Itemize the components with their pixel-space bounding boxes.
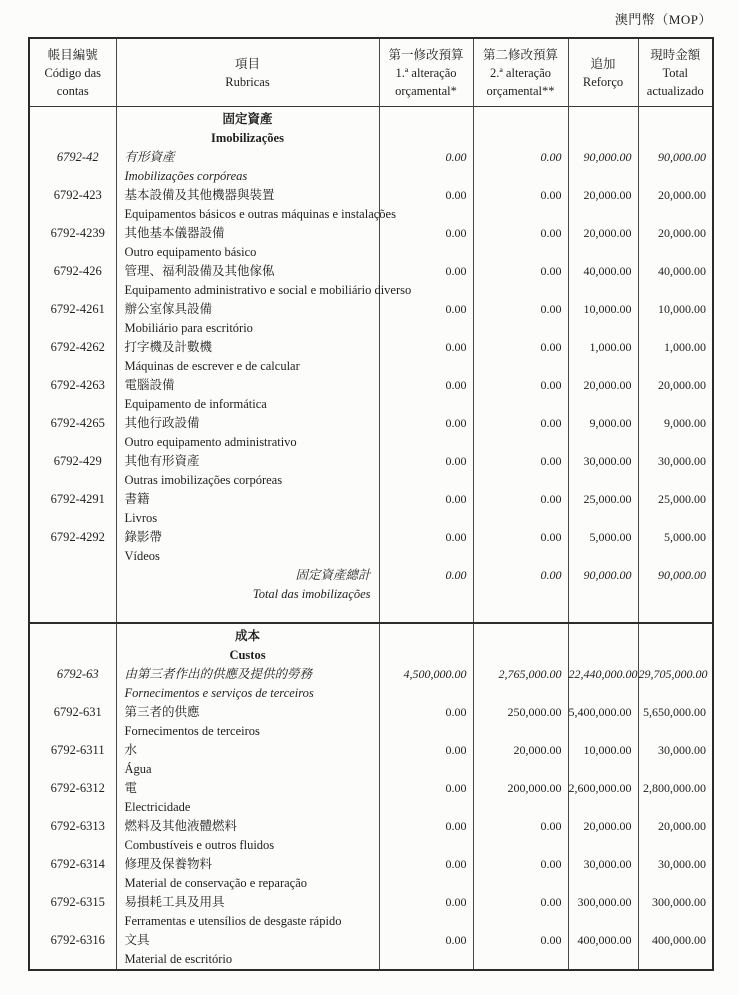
value-reforco: 20,000.00	[568, 817, 638, 855]
rubrica-cell	[116, 817, 379, 855]
section-header-row	[29, 623, 713, 665]
header-line: 帳目編號	[47, 47, 98, 62]
table-row	[29, 490, 713, 528]
table-row	[29, 855, 713, 893]
value-total-actualizado: 400,000.00	[638, 931, 713, 970]
value-reforco: 30,000.00	[568, 452, 638, 490]
total-label-pt: Total das imobilizações	[252, 587, 371, 601]
table-section	[29, 623, 713, 970]
value-second-amendment: 0.00	[473, 452, 568, 490]
section-title-cell	[116, 107, 379, 149]
rubrica-label-zh: 書籍	[124, 492, 150, 506]
rubrica-label-pt: Vídeos	[124, 549, 160, 563]
rubrica-label-pt: Material de escritório	[124, 952, 233, 966]
rubrica-label-pt: Livros	[124, 511, 158, 525]
value-reforco: 22,440,000.00	[568, 665, 638, 703]
header-line: 1.ª alteração	[395, 65, 457, 80]
account-code: 6792-6313	[29, 817, 116, 855]
account-code: 6792-429	[29, 452, 116, 490]
value-second-amendment: 0.00	[473, 300, 568, 338]
header-line: 第一修改預算	[388, 47, 464, 62]
account-code: 6792-631	[29, 703, 116, 741]
rubrica-label-zh: 其他有形資產	[124, 454, 200, 468]
value-second-amendment: 0.00	[473, 148, 568, 186]
value-first-amendment: 0.00	[379, 300, 473, 338]
rubrica-cell	[116, 186, 396, 224]
value-total-actualizado: 5,000.00	[638, 528, 713, 566]
header-line: Rubricas	[225, 74, 270, 89]
empty-cell	[568, 623, 638, 665]
total-value-reforco: 90,000.00	[568, 566, 638, 623]
rubrica-label-pt: Imobilizações corpóreas	[124, 169, 248, 183]
account-code: 6792-6312	[29, 779, 116, 817]
account-code: 6792-63	[29, 665, 116, 703]
empty-cell	[379, 623, 473, 665]
table-row	[29, 665, 713, 703]
value-second-amendment: 0.00	[473, 931, 568, 970]
value-reforco: 20,000.00	[568, 376, 638, 414]
table-header	[29, 38, 713, 107]
rubrica-cell	[116, 855, 379, 893]
rubrica-label-zh: 由第三者作出的供應及提供的勞務	[124, 667, 313, 681]
value-total-actualizado: 9,000.00	[638, 414, 713, 452]
header-line: actualizado	[646, 83, 704, 98]
value-first-amendment: 4,500,000.00	[379, 665, 473, 703]
account-code: 6792-6315	[29, 893, 116, 931]
rubrica-label-pt: Outro equipamento básico	[124, 245, 257, 259]
value-reforco: 30,000.00	[568, 855, 638, 893]
value-first-amendment: 0.00	[379, 893, 473, 931]
table-row	[29, 376, 713, 414]
column-header-total-actualizado	[638, 38, 713, 107]
total-value-second-amendment: 0.00	[473, 566, 568, 623]
account-code: 6792-4265	[29, 414, 116, 452]
rubrica-label-zh: 電	[124, 781, 138, 795]
value-reforco: 90,000.00	[568, 148, 638, 186]
account-code: 6792-4263	[29, 376, 116, 414]
rubrica-label-pt: Fornecimentos e serviços de terceiros	[124, 686, 314, 700]
empty-cell	[379, 107, 473, 149]
rubrica-cell	[116, 262, 412, 300]
rubrica-label-pt: Combustíveis e outros fluidos	[124, 838, 275, 852]
header-line: 2.ª alteração	[489, 65, 552, 80]
value-first-amendment: 0.00	[379, 338, 473, 376]
empty-cell	[29, 107, 116, 149]
header-line: 現時金額	[650, 47, 701, 62]
table-row	[29, 528, 713, 566]
section-title-zh: 成本	[234, 629, 260, 643]
rubrica-label-zh: 修理及保養物料	[124, 857, 213, 871]
value-reforco: 300,000.00	[568, 893, 638, 931]
value-total-actualizado: 2,800,000.00	[638, 779, 713, 817]
rubrica-label-pt: Mobiliário para escritório	[124, 321, 253, 335]
rubrica-label-zh: 易損耗工具及用具	[124, 895, 225, 909]
value-second-amendment: 0.00	[473, 262, 568, 300]
value-total-actualizado: 90,000.00	[638, 148, 713, 186]
empty-cell	[29, 566, 116, 623]
rubrica-label-zh: 其他基本儀器設備	[124, 226, 225, 240]
rubrica-cell	[116, 703, 379, 741]
value-total-actualizado: 30,000.00	[638, 855, 713, 893]
value-first-amendment: 0.00	[379, 779, 473, 817]
header-line: contas	[56, 83, 89, 98]
value-first-amendment: 0.00	[379, 817, 473, 855]
empty-cell	[638, 107, 713, 149]
rubrica-label-zh: 文具	[124, 933, 150, 947]
value-first-amendment: 0.00	[379, 186, 473, 224]
table-row	[29, 741, 713, 779]
rubrica-cell	[116, 376, 379, 414]
column-header-reforco	[568, 38, 638, 107]
table-row	[29, 338, 713, 376]
rubrica-label-zh: 辦公室傢具設備	[124, 302, 213, 316]
value-first-amendment: 0.00	[379, 741, 473, 779]
account-code: 6792-4262	[29, 338, 116, 376]
value-reforco: 5,400,000.00	[568, 703, 638, 741]
table-header-row	[29, 38, 713, 107]
rubrica-label-pt: Outras imobilizações corpóreas	[124, 473, 283, 487]
account-code: 6792-6316	[29, 931, 116, 970]
rubrica-label-zh: 管理、福利設備及其他傢俬	[124, 264, 275, 278]
table-row	[29, 452, 713, 490]
table-row	[29, 186, 713, 224]
value-second-amendment: 20,000.00	[473, 741, 568, 779]
rubrica-label-pt: Equipamentos básicos e outras máquinas e instalações	[124, 207, 396, 221]
rubrica-label-pt: Fornecimentos de terceiros	[124, 724, 260, 738]
section-title-pt: Custos	[229, 648, 266, 662]
value-second-amendment: 0.00	[473, 376, 568, 414]
header-line: 追加	[590, 56, 616, 71]
value-reforco: 20,000.00	[568, 186, 638, 224]
value-reforco: 5,000.00	[568, 528, 638, 566]
value-reforco: 400,000.00	[568, 931, 638, 970]
account-code: 6792-4291	[29, 490, 116, 528]
header-line: 項目	[234, 56, 260, 71]
rubrica-label-zh: 電腦設備	[124, 378, 175, 392]
table-row	[29, 893, 713, 931]
value-first-amendment: 0.00	[379, 376, 473, 414]
value-total-actualizado: 20,000.00	[638, 186, 713, 224]
table-section	[29, 107, 713, 624]
rubrica-cell	[116, 490, 379, 528]
empty-cell	[568, 107, 638, 149]
value-reforco: 9,000.00	[568, 414, 638, 452]
rubrica-label-zh: 錄影帶	[124, 530, 163, 544]
header-line: Código das	[44, 65, 102, 80]
currency-note: 澳門幣（MOP）	[614, 12, 712, 27]
value-second-amendment: 0.00	[473, 414, 568, 452]
section-title-zh: 固定資產	[222, 112, 273, 126]
value-first-amendment: 0.00	[379, 528, 473, 566]
account-code: 6792-423	[29, 186, 116, 224]
value-first-amendment: 0.00	[379, 855, 473, 893]
value-first-amendment: 0.00	[379, 148, 473, 186]
rubrica-label-pt: Água	[124, 762, 152, 776]
rubrica-label-pt: Outro equipamento administrativo	[124, 435, 297, 449]
value-first-amendment: 0.00	[379, 414, 473, 452]
value-reforco: 25,000.00	[568, 490, 638, 528]
value-reforco: 10,000.00	[568, 741, 638, 779]
column-header-first-amendment	[379, 38, 473, 107]
value-second-amendment: 0.00	[473, 855, 568, 893]
table-row	[29, 148, 713, 186]
value-second-amendment: 0.00	[473, 893, 568, 931]
value-total-actualizado: 30,000.00	[638, 741, 713, 779]
rubrica-label-zh: 基本設備及其他機器與裝置	[124, 188, 275, 202]
header-line: orçamental**	[486, 83, 555, 98]
rubrica-label-zh: 其他行政設備	[124, 416, 200, 430]
total-value-first-amendment: 0.00	[379, 566, 473, 623]
rubrica-cell	[116, 741, 379, 779]
account-code: 6792-4261	[29, 300, 116, 338]
value-second-amendment: 2,765,000.00	[473, 665, 568, 703]
header-line: Reforço	[582, 74, 624, 89]
rubrica-cell	[116, 148, 379, 186]
rubrica-cell	[116, 414, 379, 452]
rubrica-cell	[116, 779, 379, 817]
account-code: 6792-6311	[29, 741, 116, 779]
total-value-total-actualizado: 90,000.00	[638, 566, 713, 623]
section-title-pt: Imobilizações	[211, 131, 284, 145]
value-total-actualizado: 25,000.00	[638, 490, 713, 528]
account-code: 6792-426	[29, 262, 116, 300]
value-total-actualizado: 29,705,000.00	[638, 665, 713, 703]
rubrica-label-pt: Máquinas de escrever e de calcular	[124, 359, 300, 373]
header-line: 第二修改預算	[482, 47, 558, 62]
account-code: 6792-4292	[29, 528, 116, 566]
value-second-amendment: 0.00	[473, 186, 568, 224]
value-first-amendment: 0.00	[379, 703, 473, 741]
value-total-actualizado: 30,000.00	[638, 452, 713, 490]
value-reforco: 10,000.00	[568, 300, 638, 338]
value-total-actualizado: 20,000.00	[638, 817, 713, 855]
rubrica-label-pt: Equipamento administrativo e social e mobiliário diverso	[124, 283, 412, 297]
value-reforco: 1,000.00	[568, 338, 638, 376]
rubrica-cell	[116, 528, 379, 566]
value-total-actualizado: 10,000.00	[638, 300, 713, 338]
value-second-amendment: 250,000.00	[473, 703, 568, 741]
section-header-row	[29, 107, 713, 149]
section-total-row	[29, 566, 713, 623]
rubrica-label-zh: 第三者的供應	[124, 705, 200, 719]
rubrica-cell	[116, 300, 379, 338]
rubrica-label-zh: 燃料及其他液體燃料	[124, 819, 238, 833]
table-row	[29, 224, 713, 262]
section-title-cell	[116, 623, 379, 665]
value-second-amendment: 0.00	[473, 817, 568, 855]
empty-cell	[638, 623, 713, 665]
account-code: 6792-6314	[29, 855, 116, 893]
value-first-amendment: 0.00	[379, 490, 473, 528]
table-row	[29, 300, 713, 338]
rubrica-label-zh: 有形資產	[124, 150, 175, 164]
rubrica-label-zh: 打字機及計數機	[124, 340, 213, 354]
rubrica-label-pt: Equipamento de informática	[124, 397, 267, 411]
rubrica-cell	[116, 338, 379, 376]
table-row	[29, 931, 713, 970]
table-row	[29, 817, 713, 855]
value-second-amendment: 200,000.00	[473, 779, 568, 817]
value-total-actualizado: 20,000.00	[638, 224, 713, 262]
account-code: 6792-42	[29, 148, 116, 186]
rubrica-cell	[116, 893, 379, 931]
value-first-amendment: 0.00	[379, 931, 473, 970]
value-first-amendment: 0.00	[379, 224, 473, 262]
total-label-zh: 固定資產總計	[295, 568, 371, 582]
value-reforco: 20,000.00	[568, 224, 638, 262]
value-second-amendment: 0.00	[473, 338, 568, 376]
rubrica-cell	[116, 665, 379, 703]
column-header-account-code	[29, 38, 116, 107]
empty-cell	[473, 107, 568, 149]
empty-cell	[29, 623, 116, 665]
value-total-actualizado: 40,000.00	[638, 262, 713, 300]
rubrica-label-pt: Material de conservação e reparação	[124, 876, 308, 890]
table-row	[29, 262, 713, 300]
value-reforco: 40,000.00	[568, 262, 638, 300]
value-total-actualizado: 1,000.00	[638, 338, 713, 376]
table-row	[29, 414, 713, 452]
value-second-amendment: 0.00	[473, 528, 568, 566]
value-first-amendment: 0.00	[379, 452, 473, 490]
empty-cell	[473, 623, 568, 665]
rubrica-cell	[116, 931, 379, 970]
table-row	[29, 779, 713, 817]
table-row	[29, 703, 713, 741]
column-header-rubricas	[116, 38, 379, 107]
rubrica-label-pt: Electricidade	[124, 800, 191, 814]
value-total-actualizado: 5,650,000.00	[638, 703, 713, 741]
rubrica-cell	[116, 224, 379, 262]
value-second-amendment: 0.00	[473, 224, 568, 262]
column-header-second-amendment	[473, 38, 568, 107]
rubrica-cell	[116, 452, 379, 490]
header-line: Total	[662, 65, 688, 80]
rubrica-label-pt: Ferramentas e utensílios de desgaste rápido	[124, 914, 342, 928]
value-second-amendment: 0.00	[473, 490, 568, 528]
budget-table	[28, 37, 714, 971]
rubrica-label-zh: 水	[124, 743, 138, 757]
header-line: orçamental*	[395, 83, 457, 98]
total-label-cell	[116, 566, 379, 623]
value-reforco: 2,600,000.00	[568, 779, 638, 817]
value-total-actualizado: 300,000.00	[638, 893, 713, 931]
account-code: 6792-4239	[29, 224, 116, 262]
value-total-actualizado: 20,000.00	[638, 376, 713, 414]
value-first-amendment: 0.00	[379, 262, 473, 300]
